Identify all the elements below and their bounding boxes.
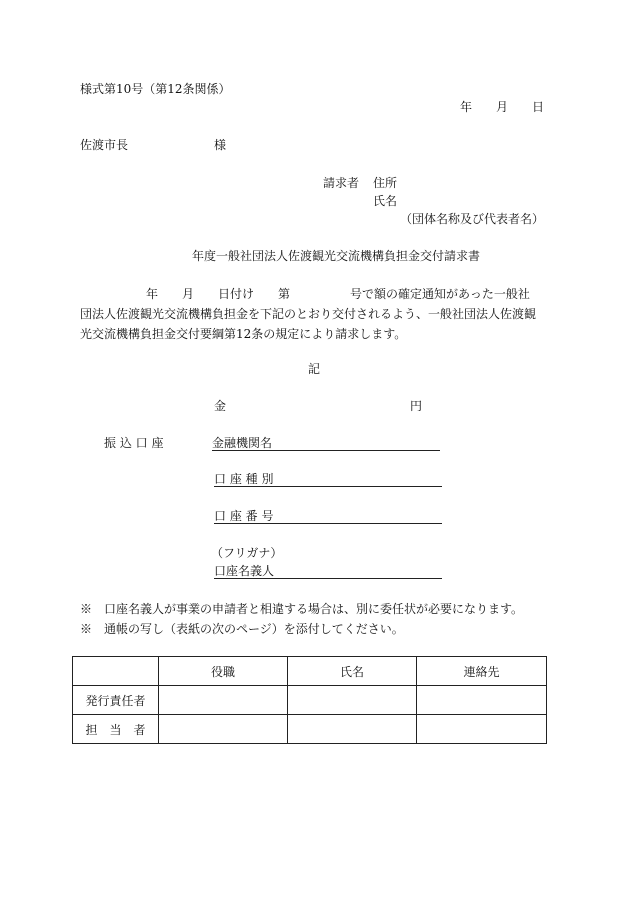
account-type-label: 口 座 種 別 [214,472,274,486]
name-label: 氏名 [373,194,398,208]
table-header-blank [73,657,159,686]
bank-name-label: 金融機関名 [212,436,273,450]
bank-name-line[interactable] [212,450,440,451]
table-header-contact: 連絡先 [417,657,547,686]
body-line-2: 団法人佐渡観光交流機構負担金を下記のとおり交付されるよう、一般社団法人佐渡観 [80,307,537,321]
table-row [73,686,547,715]
staff-name-cell[interactable] [288,715,417,744]
form-number: 様式第10号（第12条関係） [80,82,231,96]
issuer-name-cell[interactable] [288,686,417,715]
note-2: ※ 通帳の写し（表紙の次のページ）を添付してください。 [80,622,404,636]
date-line: 年 月 日 [459,100,544,114]
contact-table [72,656,547,744]
table-header-position: 役職 [159,657,288,686]
table-header-name: 氏名 [288,657,417,686]
note-1: ※ 口座名義人が事業の申請者と相違する場合は、別に委任状が必要になります。 [80,602,524,616]
body-line-3: 光交流機構負担金交付要綱第12条の規定により請求します。 [80,327,407,341]
org-note: （団体名称及び代表者名） [399,212,544,226]
address-label: 住所 [373,176,398,190]
issuer-contact-cell[interactable] [417,686,547,715]
requester-label: 請求者 [323,176,360,190]
body-line-1: 年 月 日付け 第 号で額の確定通知があった一般社 [146,287,530,301]
row-label-issuer: 発行責任者 [73,686,159,715]
account-number-line[interactable] [214,523,442,524]
row-label-staff: 担 当 者 [73,715,159,744]
table-header-row [73,657,547,686]
document-title: 年度一般社団法人佐渡観光交流機構負担金交付請求書 [192,249,481,263]
transfer-account-label: 振 込 口 座 [104,436,164,450]
addressee-name: 佐渡市長 [80,138,129,152]
table-row [73,715,547,744]
account-holder-line[interactable] [214,578,442,579]
staff-contact-cell[interactable] [417,715,547,744]
furigana-label: （フリガナ） [211,546,283,560]
amount-unit: 円 [410,399,423,413]
amount-label: 金 [214,399,227,413]
staff-position-cell[interactable] [159,715,288,744]
ki-heading: 記 [308,362,321,376]
account-number-label: 口 座 番 号 [214,509,274,523]
issuer-position-cell[interactable] [159,686,288,715]
addressee-suffix: 様 [214,138,227,152]
account-type-line[interactable] [214,486,442,487]
account-holder-label: 口座名義人 [214,564,275,578]
